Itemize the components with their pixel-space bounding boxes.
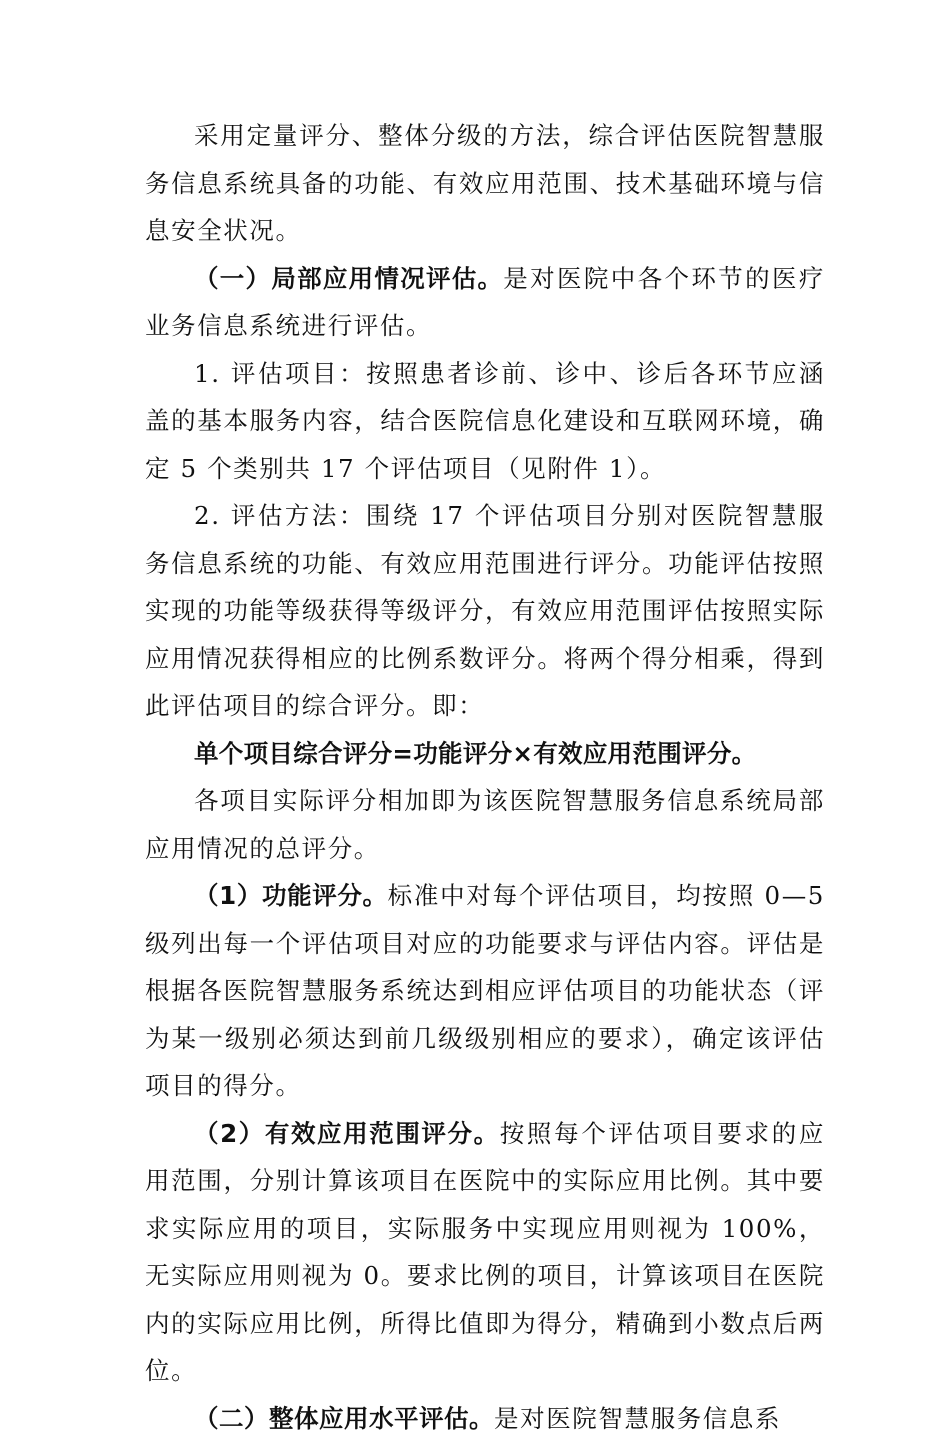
paragraph-text: 采用定量评分、整体分级的方法，综合评估医院智慧服务信息系统具备的功能、有效应用范围、技术基础环境与信息安全状况。: [145, 121, 825, 245]
section-heading: （二）整体应用水平评估。: [194, 1404, 494, 1433]
paragraph-text: 标准中对每个评估项目，均按照 0—5 级列出每一个评估项目对应的功能要求与评估内容。评估是根据各医院智慧服务系统达到相应评估项目的功能状态（评为某一级别必须达到前几级级别相应的要求），确定该评估项目的得分。: [145, 881, 825, 1100]
section-heading: （一）局部应用情况评估。: [194, 264, 503, 293]
formula-text: 单个项目综合评分=功能评分×有效应用范围评分。: [194, 739, 756, 768]
paragraph-text: 是对医院中各个环节的医疗业务信息系统进行评估。: [145, 264, 825, 341]
paragraph-item-1: [145, 350, 825, 493]
paragraph-text: 按照每个评估项目要求的应用范围，分别计算该项目在医院中的实际应用比例。其中要求实际应用的项目，实际服务中实现应用则视为 100%，无实际应用则视为 0。要求比例的项目，计算该项目在医院内的实际应用比例，所得比值即为得分，精确到小数点后两位。: [145, 1119, 825, 1386]
paragraph-section-2: [145, 1395, 825, 1442]
paragraph-text: 1. 评估项目：按照患者诊前、诊中、诊后各环节应涵盖的基本服务内容，结合医院信息化建设和互联网环境，确定 5 个类别共 17 个评估项目（见附件 1）。: [145, 359, 825, 483]
document-body: [145, 112, 825, 1442]
paragraph-item-2: [145, 492, 825, 730]
paragraph-text: 是对医院智慧服务信息系: [494, 1404, 781, 1433]
paragraph-formula: [145, 730, 825, 778]
subsection-heading: （1）功能评分。: [194, 881, 388, 910]
paragraph-section-1: [145, 255, 825, 350]
paragraph-text: 2. 评估方法：围绕 17 个评估项目分别对医院智慧服务信息系统的功能、有效应用范围进行评分。功能评估按照实现的功能等级获得等级评分，有效应用范围评估按照实际应用情况获得相应的比例系数评分。将两个得分相乘，得到此评估项目的综合评分。即：: [145, 501, 825, 720]
paragraph-intro: [145, 112, 825, 255]
paragraph-text: 各项目实际评分相加即为该医院智慧服务信息系统局部应用情况的总评分。: [145, 786, 825, 863]
paragraph-function-score: [145, 872, 825, 1110]
paragraph-scope-score: [145, 1110, 825, 1395]
paragraph-sum: [145, 777, 825, 872]
subsection-heading: （2）有效应用范围评分。: [194, 1119, 500, 1148]
